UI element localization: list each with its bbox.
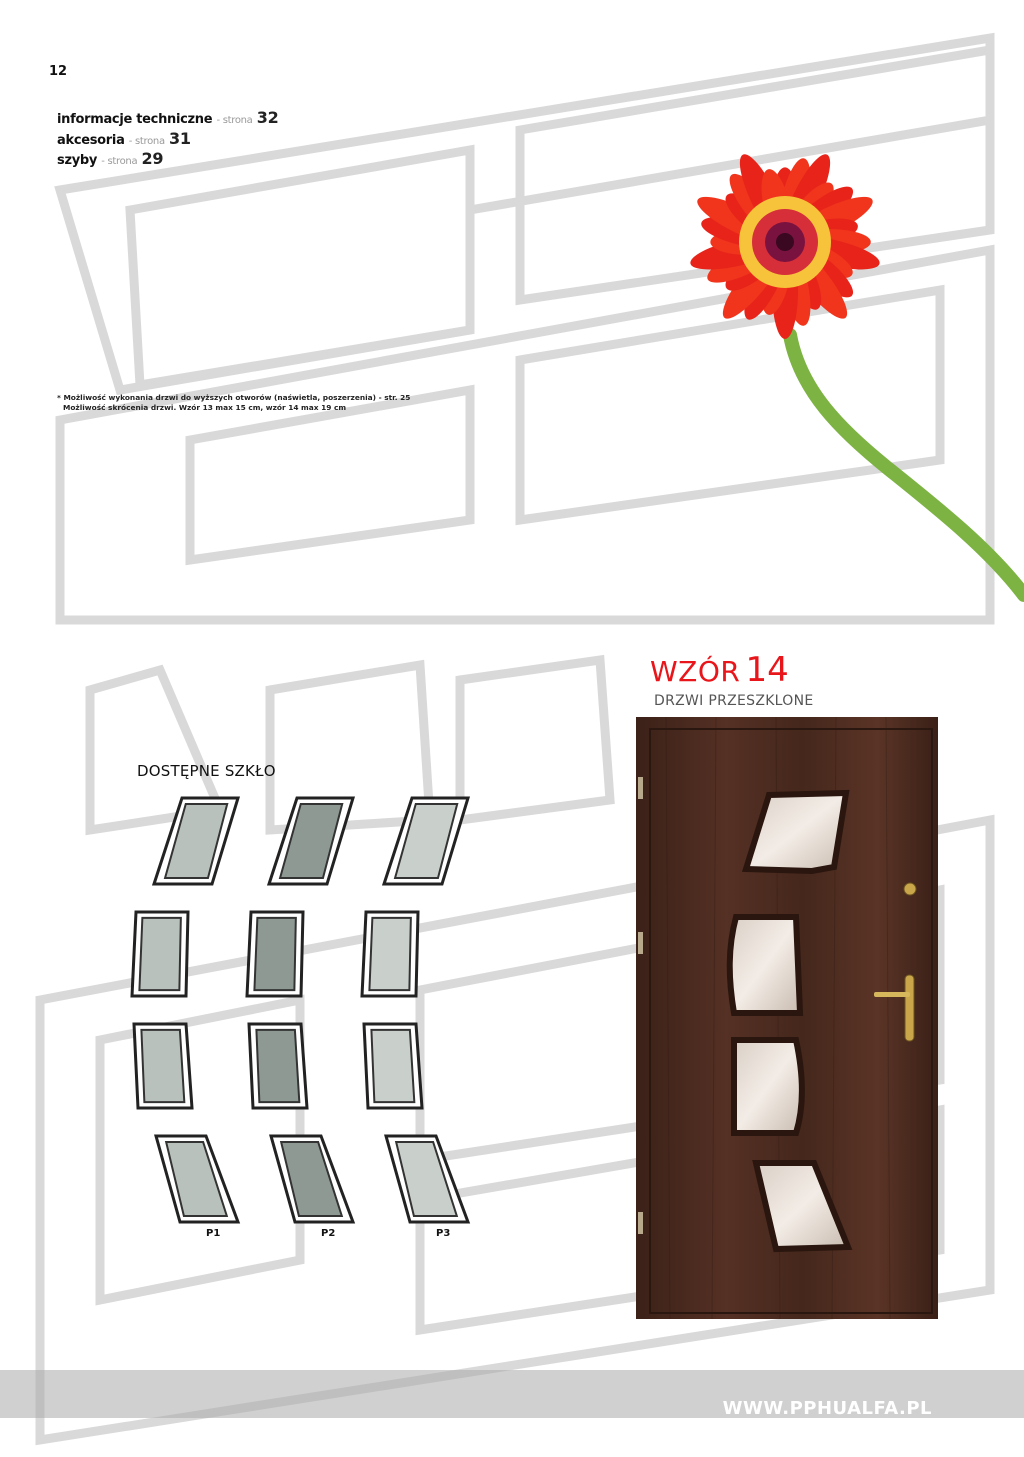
reference-label: akcesoria — [57, 133, 125, 148]
reference-technical-info[interactable] — [57, 108, 278, 127]
page-number: 12 — [49, 64, 68, 79]
reference-strona: - strona — [101, 156, 138, 167]
reference-strona: - strona — [128, 136, 165, 147]
glass-pane — [139, 918, 180, 990]
model-number: 14 — [745, 650, 789, 690]
model-subtitle: DRZWI PRZESZKLONE — [654, 693, 814, 709]
reference-label: szyby — [57, 153, 98, 168]
glass-pane — [254, 918, 295, 990]
model-title — [650, 650, 789, 690]
glass-pane — [256, 1030, 299, 1102]
gerbera-flower-image — [600, 100, 1024, 605]
reference-accessories[interactable] — [57, 129, 191, 148]
reference-label: informacje techniczne — [57, 112, 213, 127]
glass-code-p1[interactable]: P1 — [206, 1228, 221, 1239]
reference-page: 32 — [256, 108, 279, 127]
model-word: WZÓR — [650, 655, 741, 688]
glass-pane — [369, 918, 410, 990]
available-glass-heading: DOSTĘPNE SZKŁO — [137, 762, 276, 780]
footnote — [57, 393, 410, 413]
reference-page: 29 — [141, 149, 164, 168]
reference-glass[interactable] — [57, 149, 163, 168]
footnote-line-1: * Możliwość wykonania drzwi do wyższych otworów (naświetla, poszerzenia) - str. 25 — [57, 393, 411, 402]
glass-pane — [141, 1030, 184, 1102]
glass-options-grid — [120, 790, 480, 1230]
reference-strona: - strona — [216, 115, 253, 126]
footer-website-link[interactable]: WWW.PPHUALFA.PL — [722, 1398, 932, 1419]
glass-code-p2[interactable]: P2 — [321, 1228, 336, 1239]
wooden-door-image — [636, 717, 938, 1319]
reference-page: 31 — [169, 129, 191, 148]
footnote-line-2: Możliwość skrócenia drzwi. Wzór 13 max 15 cm, wzór 14 max 19 cm — [63, 403, 347, 412]
glass-code-p3[interactable]: P3 — [436, 1228, 451, 1239]
glass-pane — [371, 1030, 414, 1102]
